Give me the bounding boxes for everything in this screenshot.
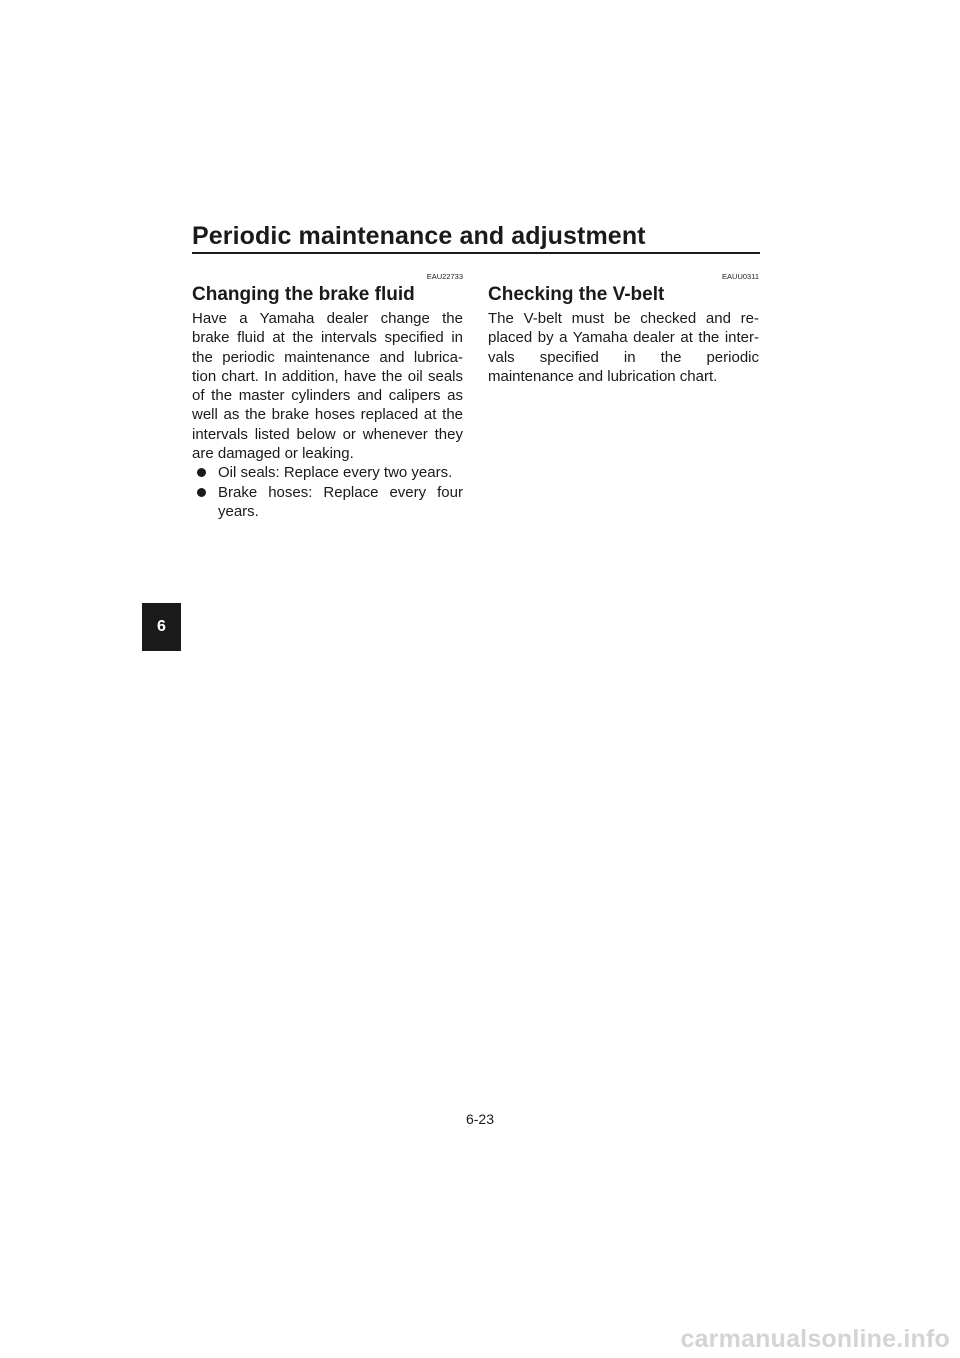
- section-code: EAU22733: [426, 272, 463, 281]
- section-brake-fluid: [192, 272, 463, 521]
- section-heading: Changing the brake fluid: [192, 284, 415, 305]
- section-body: Have a Yamaha dealer change the brake fluid at the intervals specified in the periodic maintenance and lubrica-tion chart. In addition, have the oil seals of the master cylinders and calipers as well as the brake hoses replaced at the intervals listed below or whenever they are damaged or leaking.: [192, 310, 463, 463]
- section-body: The V-belt must be checked and re-placed by a Yamaha dealer at the inter-vals specified in the periodic maintenance and lubrication chart.: [488, 310, 759, 385]
- header-rule: [192, 252, 760, 254]
- bullet-dot-icon: [197, 468, 206, 477]
- section-code: EAUU0311: [722, 272, 759, 281]
- bullet-item: [192, 483, 463, 522]
- bullet-dot-icon: [197, 488, 206, 497]
- bullet-list: [192, 463, 463, 521]
- bullet-text: Brake hoses: Replace every four years.: [218, 483, 463, 520]
- chapter-tab-label: 6: [157, 618, 166, 635]
- page-header-title: Periodic maintenance and adjustment: [192, 222, 646, 250]
- section-heading: Checking the V-belt: [488, 284, 665, 305]
- bullet-item: [192, 463, 463, 482]
- watermark: carmanualsonline.info: [680, 1325, 950, 1353]
- section-v-belt: [488, 272, 759, 386]
- bullet-text: Oil seals: Replace every two years.: [218, 464, 453, 482]
- page-number: 6-23: [465, 1111, 495, 1127]
- chapter-tab: [142, 603, 181, 651]
